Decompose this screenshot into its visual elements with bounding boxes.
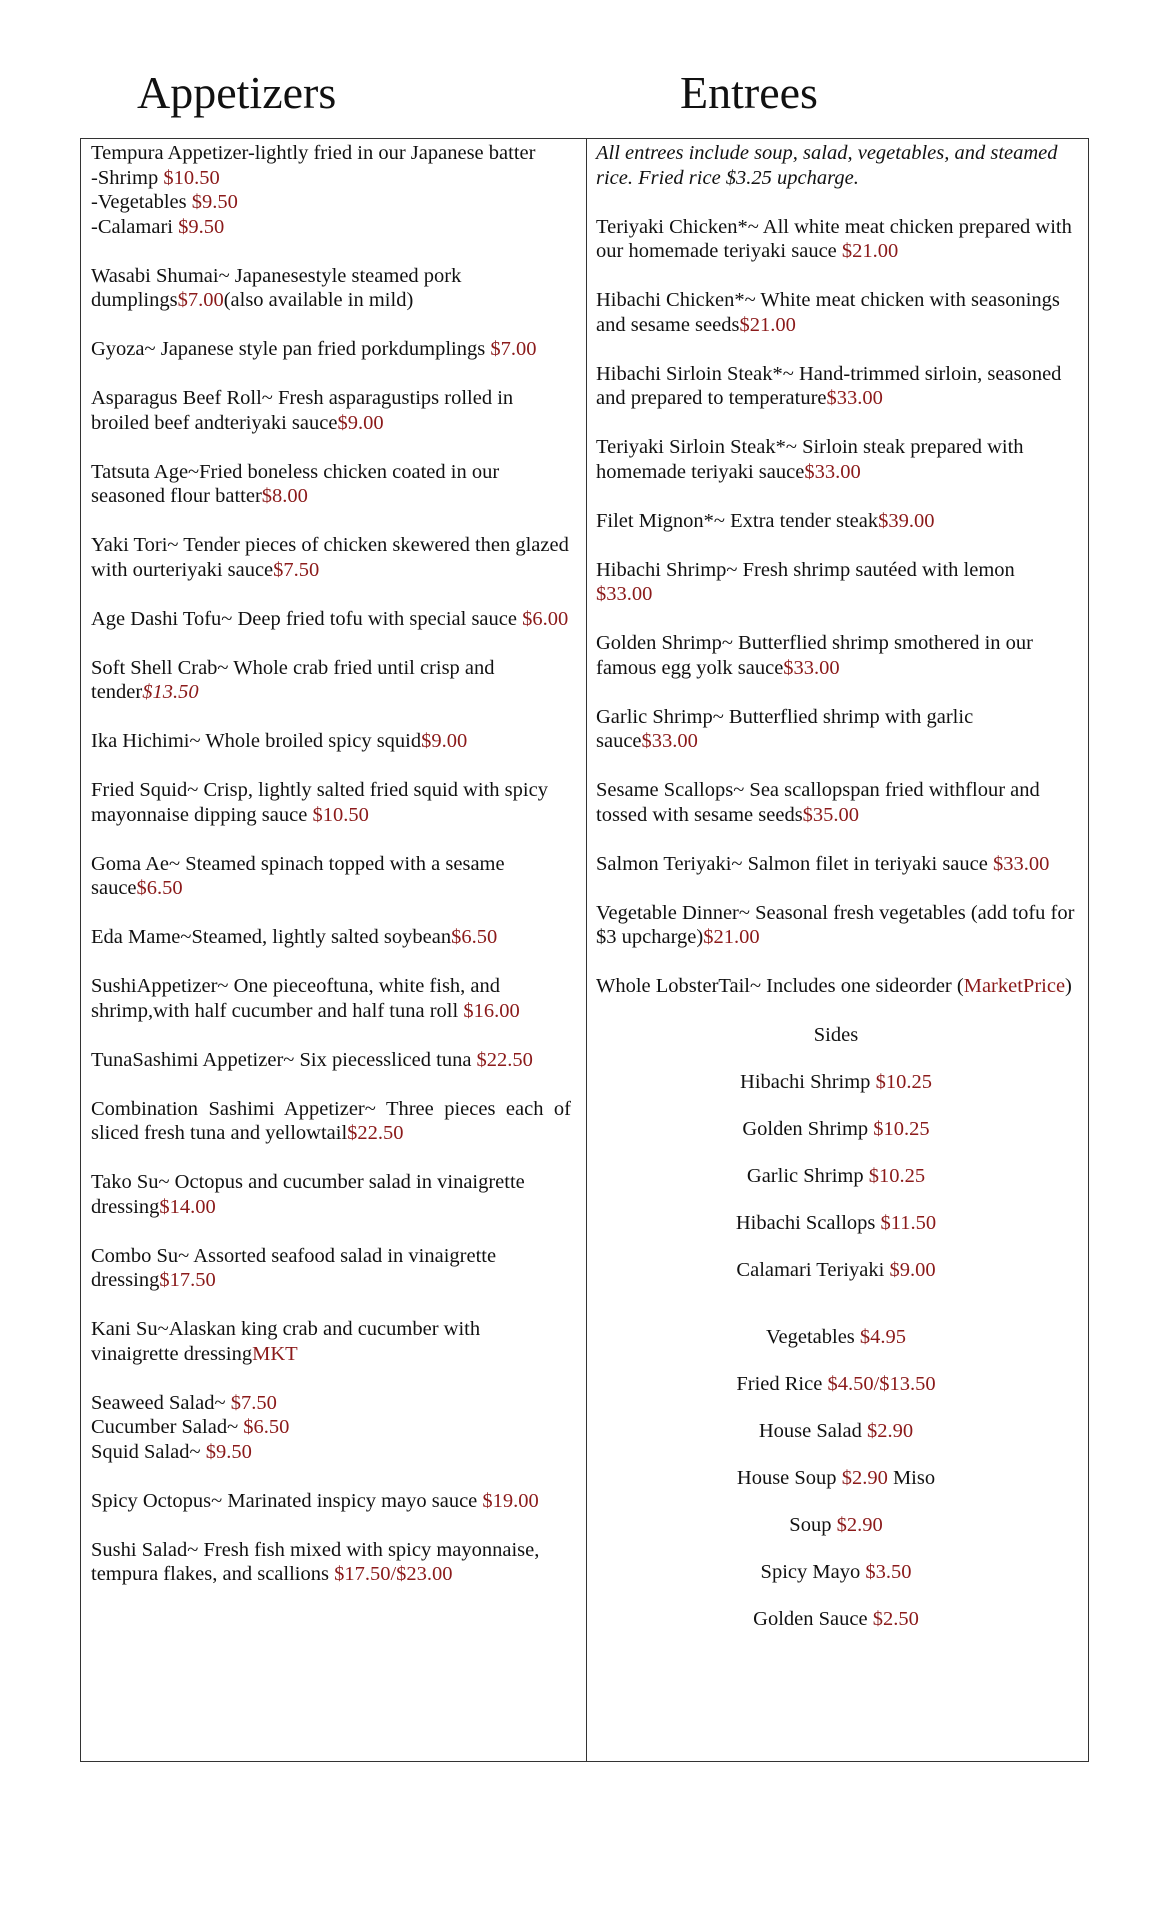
side-name: Hibachi Shrimp [740,1070,876,1093]
entree-note: ) [1065,975,1072,997]
entree-price: $21.00 [703,926,760,948]
entree-name: Vegetable Dinner~ Seasonal fresh vegetables (add tofu for $3 upcharge) [596,901,1075,948]
appetizers-column [91,139,571,1611]
side-name: Golden Sauce [753,1607,873,1630]
side-name: Hibachi Scallops [735,1211,881,1234]
entree-item [596,362,1076,411]
entree-price: $35.00 [802,803,860,826]
appetizer-price: $13.50 [142,681,199,703]
subline-label: -Calamari [91,215,179,238]
appetizer-item [91,533,571,582]
appetizer-item [91,729,571,754]
appetizer-name: Ika Hichimi~ Whole broiled spicy squid [91,730,422,752]
side-name: House Salad [758,1419,868,1442]
appetizer-subline [91,166,571,191]
side-price: $2.90 [836,1513,883,1536]
appetizer-name: Asparagus Beef Roll~ Fresh asparagustips rolled in broiled beef andteriyaki sauce [91,387,514,434]
entree-price: $21.00 [739,313,796,336]
appetizer-price: $19.00 [482,1489,539,1512]
appetizer-item [91,974,571,1023]
side-price: $4.95 [859,1325,907,1348]
subline-label: Squid Salad~ [91,1440,206,1463]
appetizer-subline [91,1440,571,1465]
appetizer-name: Spicy Octopus~ Marinated inspicy mayo sauce [91,1489,483,1512]
appetizer-name: Age Dashi Tofu~ Deep fried tofu with special sauce [91,607,523,630]
side-item [596,1325,1076,1350]
side-name: Soup [789,1513,837,1536]
subline-price: $9.50 [178,215,225,238]
entree-item [596,509,1076,534]
side-item [596,1513,1076,1538]
appetizer-name: Soft Shell Crab~ Whole crab fried until crisp and tender [91,656,495,703]
entree-item [596,435,1076,484]
appetizer-name: SushiAppetizer~ One pieceoftuna, white fish, and shrimp,with half cucumber and half tuna roll [91,975,501,1022]
entree-item [596,705,1076,754]
appetizer-item [91,337,571,362]
appetizer-name: Tako Su~ Octopus and cucumber salad in vinaigrette dressing [91,1171,525,1218]
appetizer-price: $22.50 [347,1122,404,1144]
sides-title: Sides [813,1024,859,1046]
subline-price: $9.50 [191,191,238,213]
appetizer-subline [91,1415,571,1440]
appetizer-name: Sushi Salad~ Fresh fish mixed with spicy mayonnaise, tempura flakes, and scallions [91,1538,540,1585]
subline-label: Cucumber Salad~ [91,1416,244,1438]
entree-item [596,901,1076,950]
menu-box [80,138,1089,1762]
appetizer-name: Combination Sashimi Appetizer~ Three pieces each of sliced fresh tuna and yellowtail [91,1097,571,1144]
entree-name: Teriyaki Sirloin Steak*~ Sirloin steak prepared with homemade teriyaki sauce [596,436,1024,483]
appetizer-name: Kani Su~Alaskan king crab and cucumber with vinaigrette dressing [91,1318,481,1365]
appetizer-name: Goma Ae~ Steamed spinach topped with a sesame sauce [91,852,505,899]
entree-name: Hibachi Shrimp~ Fresh shrimp sautéed with lemon [596,558,1015,581]
entree-name: Filet Mignon*~ Extra tender steak [596,509,879,532]
entree-name: Garlic Shrimp~ Butterflied shrimp with garlic sauce [596,705,974,752]
side-price: $9.00 [889,1258,936,1281]
entrees-note: All entrees include soup, salad, vegetables, and steamed rice. Fried rice $3.25 upcharge. [596,142,1058,189]
column-divider [586,139,587,1761]
side-item [596,1372,1076,1397]
appetizer-price: $14.00 [159,1195,216,1218]
appetizer-item [91,1244,571,1293]
entree-item [596,558,1076,607]
side-item [596,1070,1076,1095]
appetizer-item [91,141,571,239]
appetizer-price: $7.00 [177,289,224,311]
appetizer-name: TunaSashimi Appetizer~ Six piecessliced tuna [91,1048,477,1071]
entrees-heading: Entrees [680,67,818,118]
side-item [596,1258,1076,1283]
side-price: $10.25 [875,1070,932,1093]
appetizer-price: $22.50 [476,1048,533,1071]
appetizer-price: $7.00 [490,338,537,360]
appetizer-item [91,264,571,313]
subline-label: Seaweed Salad~ [91,1391,231,1414]
appetizer-name: Fried Squid~ Crisp, lightly salted fried squid with spicy mayonnaise dipping sauce [91,779,548,826]
appetizer-item [91,1097,571,1146]
entree-price: $33.00 [826,387,883,409]
entree-item [596,778,1076,827]
entree-price: $33.00 [804,460,861,483]
side-name: Golden Shrimp [742,1117,874,1140]
side-note: Miso [887,1466,936,1489]
entree-name: Whole LobsterTail~ Includes one sideorder ( [596,975,964,997]
appetizer-name: Wasabi Shumai~ Japanesestyle steamed pork dumplings [91,264,462,311]
appetizer-price: $17.50/$23.00 [334,1563,453,1585]
appetizer-price: $9.00 [421,730,468,752]
appetizer-item [91,778,571,827]
appetizer-subline [91,1391,571,1416]
side-item [596,1466,1076,1491]
entree-name: Salmon Teriyaki~ Salmon filet in teriyaki sauce [596,852,993,875]
entree-name: Sesame Scallops~ Sea scallopspan fried withflour and tossed with sesame seeds [596,779,1040,826]
appetizer-price: $8.00 [261,485,308,507]
entree-price: $39.00 [878,509,935,532]
entree-price: $33.00 [641,730,698,752]
entree-item [596,852,1076,877]
appetizer-price: $7.50 [273,558,320,581]
entree-price: $21.00 [841,240,899,262]
side-item [596,1117,1076,1142]
entree-item [596,215,1076,264]
appetizer-item [91,1489,571,1514]
side-name: Fried Rice [736,1372,828,1395]
entree-name: Teriyaki Chicken*~ All white meat chicken prepared with our homemade teriyaki sauce [596,215,1072,262]
appetizer-price: $6.00 [522,607,569,630]
side-name: Garlic Shrimp [746,1164,869,1187]
side-name: Calamari Teriyaki [736,1258,890,1281]
appetizer-name: Tatsuta Age~Fried boneless chicken coated in our seasoned flour batter [91,460,500,507]
appetizer-item [91,460,571,509]
appetizer-price: $6.50 [136,877,183,899]
side-name: House Soup [736,1466,842,1489]
side-item [596,1164,1076,1189]
appetizers-heading: Appetizers [137,67,337,118]
side-price: $10.25 [873,1117,930,1140]
appetizer-item [91,1538,571,1587]
appetizer-item [91,1170,571,1219]
entrees-column [596,139,1076,1654]
appetizer-item [91,386,571,435]
entree-price: MarketPrice [963,975,1066,997]
entree-price: $33.00 [783,656,840,679]
appetizer-subline [91,190,571,215]
side-price: $2.90 [841,1466,888,1489]
side-name: Spicy Mayo [760,1560,866,1583]
appetizer-item [91,1317,571,1366]
appetizer-item [91,925,571,950]
side-price: $2.50 [872,1607,919,1630]
appetizer-name: Yaki Tori~ Tender pieces of chicken skewered then glazed with ourteriyaki sauce [91,534,569,581]
appetizer-item [91,852,571,901]
subline-label: -Shrimp [91,166,164,189]
entree-name: Golden Shrimp~ Butterflied shrimp smothered in our famous egg yolk sauce [596,632,1033,679]
appetizer-item [91,656,571,705]
appetizer-note: (also available in mild) [223,289,414,311]
appetizer-price: $16.00 [463,999,520,1022]
appetizer-name: Eda Mame~Steamed, lightly salted soybean [91,926,452,948]
subline-price: $9.50 [205,1440,252,1463]
side-price: $11.50 [880,1211,937,1234]
side-item [596,1607,1076,1632]
subline-price: $10.50 [163,166,220,189]
subline-price: $6.50 [243,1416,290,1438]
appetizer-price: $6.50 [451,926,498,948]
appetizer-subline [91,215,571,240]
entree-price: $33.00 [596,583,653,605]
entree-price: $33.00 [992,852,1050,875]
side-item [596,1211,1076,1236]
appetizer-price: $10.50 [312,803,369,826]
subline-label: -Vegetables [91,191,192,213]
side-price: $2.90 [867,1419,914,1442]
side-price: $4.50/$13.50 [827,1372,936,1395]
appetizer-price: $9.00 [337,411,384,434]
appetizer-price: MKT [252,1342,298,1365]
appetizer-name: Gyoza~ Japanese style pan fried porkdumplings [91,338,491,360]
side-item [596,1419,1076,1444]
appetizer-item [91,1391,571,1465]
entree-item [596,288,1076,337]
appetizer-name: Combo Su~ Assorted seafood salad in vinaigrette dressing [91,1244,497,1291]
appetizer-item [91,607,571,632]
side-price: $10.25 [868,1164,926,1187]
side-name: Vegetables [765,1325,860,1348]
appetizer-name: Tempura Appetizer-lightly fried in our Japanese batter [91,142,536,164]
subline-price: $7.50 [230,1391,277,1414]
appetizer-price: $17.50 [159,1269,216,1291]
side-price: $3.50 [865,1560,912,1583]
sides-list [596,1070,1076,1632]
entree-name: Hibachi Sirloin Steak*~ Hand-trimmed sirloin, seasoned and prepared to temperature [596,362,1062,409]
side-spacer [596,1305,1076,1325]
entree-item [596,974,1076,999]
entree-item [596,631,1076,680]
entree-name: Hibachi Chicken*~ White meat chicken with seasonings and sesame seeds [596,289,1060,336]
appetizer-item [91,1048,571,1073]
side-item [596,1560,1076,1585]
entrees-list [596,215,1076,999]
